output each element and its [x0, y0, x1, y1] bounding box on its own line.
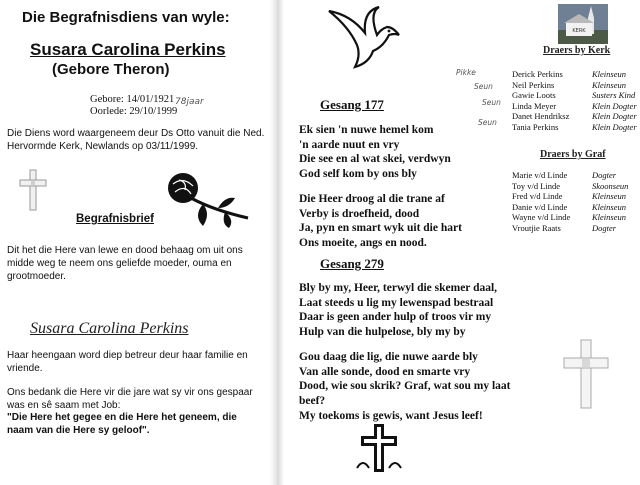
rose-icon	[163, 168, 253, 235]
cross-icon	[18, 168, 48, 217]
table-row	[512, 101, 637, 112]
thanks-text: Ons bedank die Here vir die jare wat sy vir ons gespaar was en sê saam met Job:	[7, 387, 253, 411]
verse-line: beef?	[299, 395, 326, 408]
service-text: Die Diens word waargeneem deur Ds Otto vanuit die Ned. Hervormde Kerk, Newlands op 03/11/1999.	[7, 128, 265, 152]
bearer-name: Neil Perkins	[512, 79, 555, 90]
verse-line: Hulp van die hulpelose, bly my by	[299, 326, 466, 339]
bearer-name: Marie v/d Linde	[512, 170, 568, 180]
bearer-name: Toy v/d Linde	[512, 180, 561, 191]
bearer-name: Danet Hendriksz	[512, 111, 570, 121]
birth-date: Gebore: 14/01/1921	[90, 94, 175, 105]
bearer-name: Fred v/d Linde	[512, 191, 563, 201]
hymn-279-title: Gesang 279	[320, 256, 384, 271]
bearer-relation: Kleinseun	[592, 191, 626, 201]
hymn-279-verse-1	[299, 281, 497, 340]
graf-bearers-table	[512, 170, 628, 233]
hymn-177-verse-2	[299, 192, 462, 251]
script-name: Susara Carolina Perkins	[30, 320, 189, 337]
bearer-name: Derick Perkins	[512, 69, 563, 79]
job-quote: "Die Here het gegee en die Here het geneem, die naam van die Here sy geloof".	[7, 412, 237, 436]
death-date: Oorlede: 29/10/1999	[90, 106, 178, 117]
verse-line: Gou daag die lig, die nuwe aarde bly	[299, 351, 478, 363]
verse-line: Verby is droefheid, dood	[299, 207, 420, 220]
bearer-relation: Susters Kind	[592, 90, 636, 100]
bearer-relation: Skoonseun	[592, 180, 629, 191]
dove-icon	[325, 5, 401, 76]
verse-line: Ons moeite, angs en nood.	[299, 237, 427, 250]
verse-line: Laat steeds u lig my lewenspad bestraal	[299, 296, 494, 309]
bearer-relation: Kleinseun	[592, 201, 626, 212]
handwritten-note: Pikke	[456, 68, 476, 77]
verse-line: Die see en al wat skei, verdwyn	[299, 153, 451, 166]
letter-text: Dit het die Here van lewe en dood behaag om uit ons midde weg te neem ons geliefde moeder, ouma en grootmoeder.	[7, 245, 243, 282]
ornate-cross-icon	[355, 422, 403, 479]
verse-line: My toekoms is gewis, want Jesus leef!	[299, 409, 483, 422]
verse-line: Dood, wie sou skrik? Graf, wat sou my laat	[299, 380, 511, 393]
maiden-name: (Gebore Theron)	[52, 61, 170, 78]
hymn-279-verse-2	[299, 350, 510, 424]
verse-line: 'n aarde nuut en vry	[299, 138, 400, 151]
church-icon	[558, 4, 608, 49]
verse-line: Bly by my, Heer, terwyl die skemer daal,	[299, 282, 498, 294]
bearer-relation: Klein Dogter	[592, 111, 637, 121]
table-row	[512, 80, 637, 91]
table-row	[512, 181, 628, 192]
handwritten-note: Seun	[482, 98, 501, 107]
bearer-relation: Kleinseun	[592, 79, 626, 90]
document-header: Die Begrafnisdiens van wyle:	[22, 9, 230, 26]
verse-line: Van alle sonde, dood en smarte vry	[299, 365, 471, 378]
letter-heading: Begrafnisbrief	[76, 213, 154, 225]
faded-cross-icon	[560, 338, 612, 415]
life-dates	[90, 94, 177, 118]
bearer-relation: Klein Dogter	[592, 121, 637, 132]
table-row	[512, 223, 628, 234]
table-row	[512, 122, 637, 133]
bearer-relation: Dogter	[592, 170, 617, 180]
grief-text: Haar heengaan word diep betreur deur haar familie en vriende.	[7, 350, 248, 374]
bearer-name: Danie v/d Linde	[512, 201, 568, 212]
bearer-relation: Klein Dogter	[592, 100, 637, 111]
bearer-name: Tania Perkins	[512, 121, 559, 132]
table-row	[512, 170, 628, 181]
bearer-relation: Dogter	[592, 222, 617, 233]
verse-line: Ja, pyn en smart wyk uit die hart	[299, 222, 462, 235]
verse-line: Ek sien 'n nuwe hemel kom	[299, 124, 434, 136]
page-fold	[270, 0, 284, 485]
table-row	[512, 191, 628, 202]
verse-line: Daar is geen ander hulp of troos vir my	[299, 311, 492, 324]
handwritten-age-note: 78jaar	[175, 97, 204, 107]
bearer-name: Gawie Loots	[512, 90, 556, 100]
table-row	[512, 69, 637, 80]
table-row	[512, 111, 637, 122]
bearer-name: Wayne v/d Linde	[512, 212, 571, 222]
bearer-relation: Kleinseun	[592, 212, 626, 222]
deceased-name: Susara Carolina Perkins	[30, 40, 226, 59]
handwritten-note: Seun	[478, 118, 497, 127]
graf-bearers-title: Draers by Graf	[540, 149, 606, 160]
table-row	[512, 90, 637, 101]
verse-line: God self kom by ons bly	[299, 168, 417, 181]
bearer-name: Linda Meyer	[512, 100, 557, 111]
kerk-bearers-title: Draers by Kerk	[543, 45, 611, 56]
verse-line: Die Heer droog al die trane af	[299, 193, 445, 205]
kerk-bearers-table	[512, 69, 637, 132]
table-row	[512, 212, 628, 223]
table-row	[512, 202, 628, 213]
bearer-relation: Kleinseun	[592, 69, 626, 79]
bearer-name: Vroutjie Raats	[512, 222, 561, 233]
hymn-177-verse-1	[299, 123, 451, 182]
church-sign-label: KERK	[572, 28, 586, 34]
handwritten-note: Seun	[474, 82, 493, 91]
hymn-177-title: Gesang 177	[320, 97, 384, 112]
